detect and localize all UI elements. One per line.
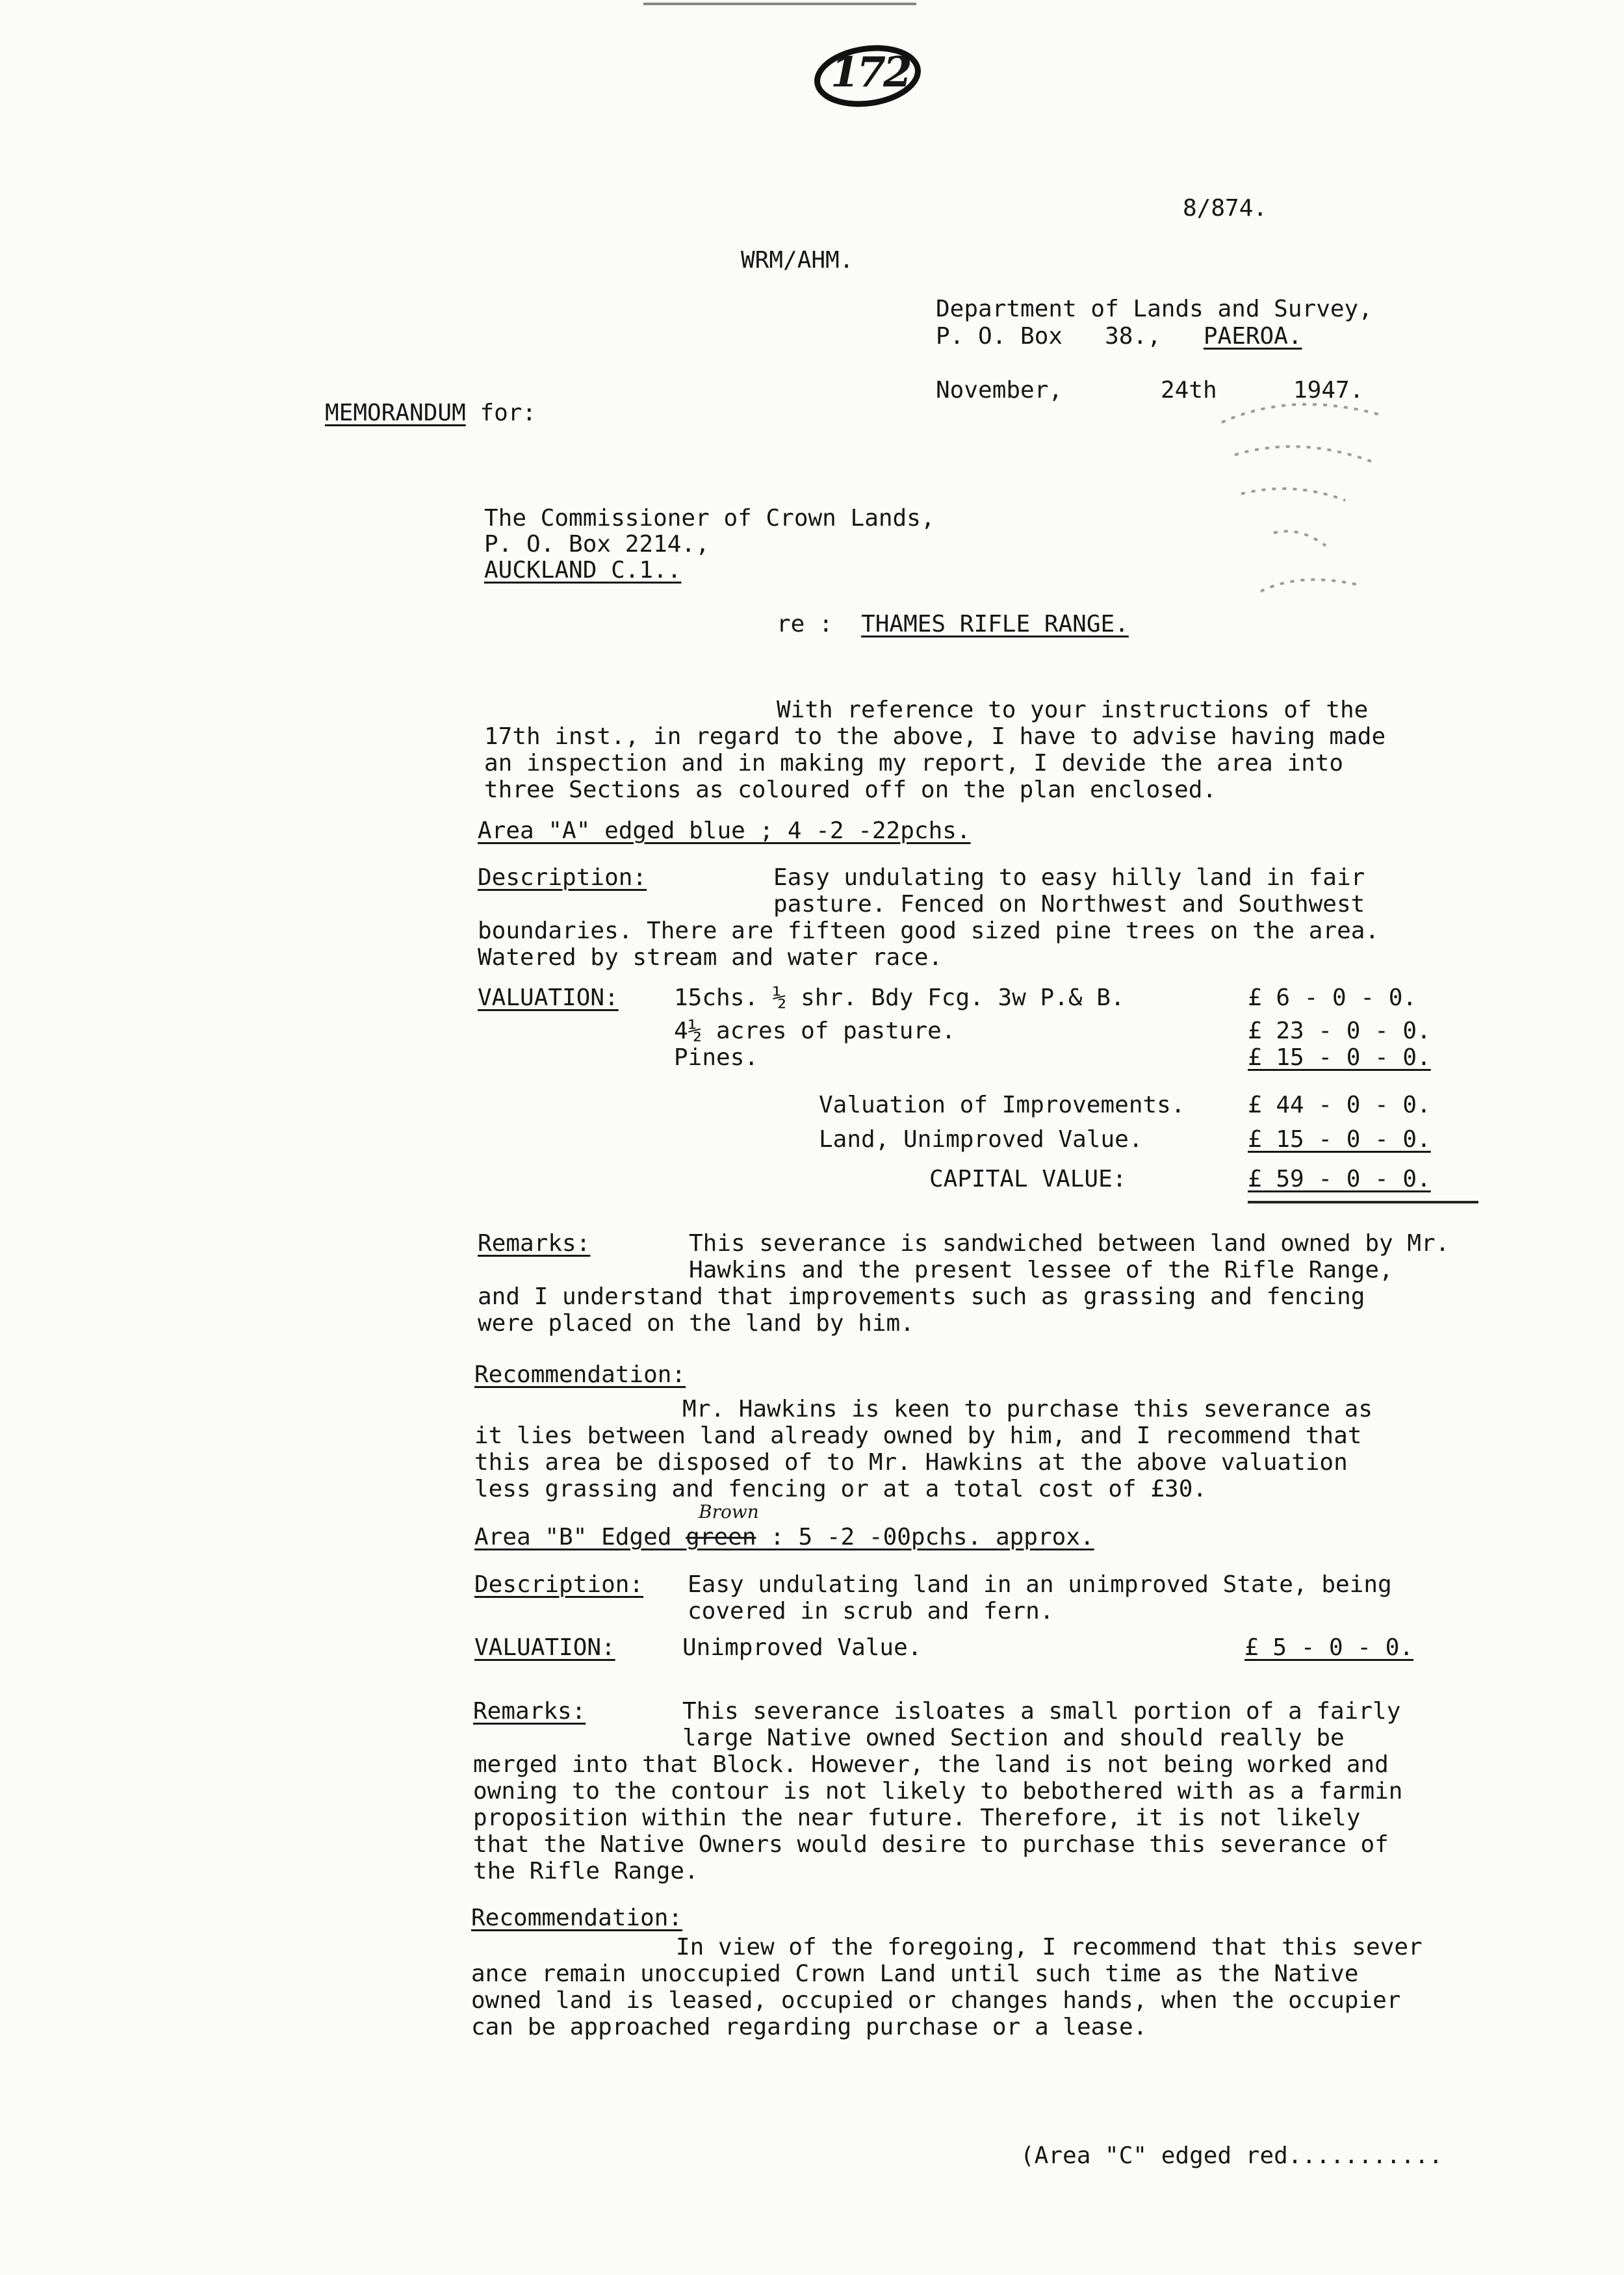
subject-prefix: re : (777, 611, 833, 637)
area-a-capital-amount: £ 59 - 0 - 0. (1248, 1166, 1431, 1192)
area-b-remarks-line-6: that the Native Owners would desire to purchase this severance of (473, 1831, 1389, 1858)
intro-line-2: 17th inst., in regard to the above, I have to advise having made (484, 723, 1386, 750)
area-a-land-label: Land, Unimproved Value. (819, 1126, 1143, 1153)
area-b-recommendation-line-4: can be approached regarding purchase or a lease. (471, 2014, 1148, 2040)
memorandum-line (325, 400, 536, 426)
area-b-recommendation-line-1: In view of the foregoing, I recommend that this sever (676, 1934, 1423, 1960)
area-a-remarks-line-2: Hawkins and the present lessee of the Rifle Range, (689, 1257, 1393, 1283)
sender-town: PAEROA. (1203, 323, 1302, 350)
area-a-remarks-label: Remarks: (478, 1230, 591, 1257)
intro-line-1: With reference to your instructions of the (777, 697, 1369, 723)
area-b-recommendation-line-2: ance remain unoccupied Crown Land until such time as the Native (471, 1960, 1359, 1987)
area-b-remarks-line-1: This severance isloates a small portion of a fairly (682, 1698, 1401, 1725)
file-reference: 8/874. (1183, 195, 1268, 222)
area-b-recommendation-line-3: owned land is leased, occupied or changes hands, when the occupier (471, 1987, 1401, 2014)
area-b-recommendation-label: Recommendation: (471, 1905, 683, 1931)
addressee-line-3: AUCKLAND C.1.. (484, 557, 682, 584)
area-a-recommendation-line-3: this area be disposed of to Mr. Hawkins at the above valuation (474, 1449, 1348, 1476)
area-b-valuation-label: VALUATION: (474, 1634, 615, 1661)
area-a-description-line-1: Easy undulating to easy hilly land in fair (773, 864, 1365, 891)
area-a-description-label: Description: (478, 864, 647, 891)
date-month: November, (936, 377, 1063, 404)
sender-box-number: 38., (1105, 323, 1161, 350)
area-a-capital-label: CAPITAL VALUE: (929, 1166, 1127, 1192)
area-a-remarks-line-4: were placed on the land by him. (478, 1310, 914, 1337)
capital-double-rule (1248, 1201, 1478, 1203)
area-b-remarks-line-4: owning to the contour is not likely to bebothered with as a farmin (473, 1778, 1403, 1805)
area-a-recommendation-line-1: Mr. Hawkins is keen to purchase this severance as (682, 1396, 1373, 1422)
area-a-description-line-3: boundaries. There are fifteen good sized pine trees on the area. (478, 918, 1380, 944)
area-a-item-3-label: Pines. (674, 1044, 759, 1071)
subject-title: THAMES RIFLE RANGE. (861, 611, 1129, 637)
date-year: 1947. (1293, 377, 1364, 404)
area-b-remarks-line-2: large Native owned Section and should really be (682, 1725, 1345, 1751)
area-a-item-2-label: 4½ acres of pasture. (674, 1018, 956, 1044)
top-rule (643, 3, 916, 5)
area-b-description-label: Description: (474, 1571, 644, 1598)
folio-number-text: 172 (831, 48, 910, 97)
subject-line (777, 611, 1129, 637)
continuation-note: (Area "C" edged red........... (1020, 2142, 1443, 2169)
folio-number (806, 36, 929, 114)
memorandum-label: MEMORANDUM (325, 400, 466, 426)
addressee-line-2: P. O. Box 2214., (484, 531, 710, 558)
area-b-description-line-2: covered in scrub and fern. (688, 1598, 1054, 1625)
area-a-heading: Area "A" edged blue ; 4 -2 -22pchs. (478, 817, 971, 844)
sender-department: Department of Lands and Survey, (936, 296, 1373, 322)
area-b-description-line-1: Easy undulating land in an unimproved State, being (688, 1571, 1392, 1598)
date-day: 24th (1161, 377, 1217, 404)
area-a-improvements-label: Valuation of Improvements. (819, 1092, 1185, 1118)
area-b-remarks-line-7: the Rifle Range. (473, 1858, 699, 1884)
area-a-land-amount: £ 15 - 0 - 0. (1248, 1126, 1431, 1153)
area-a-item-1-label: 15chs. ½ shr. Bdy Fcg. 3w P.& B. (674, 984, 1125, 1011)
sender-box-prefix: P. O. Box (936, 323, 1063, 350)
addressee-line-1: The Commissioner of Crown Lands, (484, 505, 935, 532)
intro-line-3: an inspection and in making my report, I devide the area into (484, 750, 1344, 777)
intro-line-4: three Sections as coloured off on the plan enclosed. (484, 777, 1217, 803)
received-stamp (1196, 396, 1410, 611)
area-b-heading (474, 1524, 1094, 1550)
area-a-remarks-line-3: and I understand that improvements such as grassing and fencing (478, 1283, 1365, 1310)
area-a-remarks-line-1: This severance is sandwiched between land owned by Mr. (689, 1230, 1450, 1257)
memorandum-for: for: (480, 400, 537, 426)
area-b-remarks-label: Remarks: (473, 1698, 586, 1725)
received-stamp-mark (1196, 396, 1410, 611)
area-a-improvements-amount: £ 44 - 0 - 0. (1248, 1092, 1431, 1118)
area-a-description-line-2: pasture. Fenced on Northwest and Southwest (773, 891, 1365, 918)
area-b-valuation-amount: £ 5 - 0 - 0. (1244, 1634, 1414, 1661)
area-a-valuation-label: VALUATION: (478, 984, 619, 1011)
area-b-heading-prefix: Area "B" Edged (474, 1524, 672, 1550)
area-b-remarks-line-5: proposition within the near future. Therefore, it is not likely (473, 1805, 1361, 1831)
area-b-valuation-item: Unimproved Value. (682, 1634, 922, 1661)
area-a-recommendation-label: Recommendation: (474, 1361, 686, 1388)
area-a-recommendation-line-4: less grassing and fencing or at a total cost of £30. (474, 1476, 1207, 1502)
area-b-heading-struck: green (686, 1524, 756, 1550)
sender-box (936, 323, 1302, 350)
area-a-recommendation-line-2: it lies between land already owned by him, and I recommend that (474, 1422, 1362, 1449)
area-b-remarks-line-3: merged into that Block. However, the land is not being worked and (473, 1751, 1389, 1778)
typist-initials: WRM/AHM. (741, 247, 854, 274)
area-a-item-2-amount: £ 23 - 0 - 0. (1248, 1018, 1431, 1044)
area-b-handwritten-colour: Brown (699, 1501, 759, 1523)
area-a-description-line-4: Watered by stream and water race. (478, 944, 943, 971)
area-a-item-1-amount: £ 6 - 0 - 0. (1248, 984, 1417, 1011)
area-b-heading-suffix: : 5 -2 -00pchs. approx. (756, 1524, 1094, 1550)
area-a-item-3-amount: £ 15 - 0 - 0. (1248, 1044, 1431, 1071)
